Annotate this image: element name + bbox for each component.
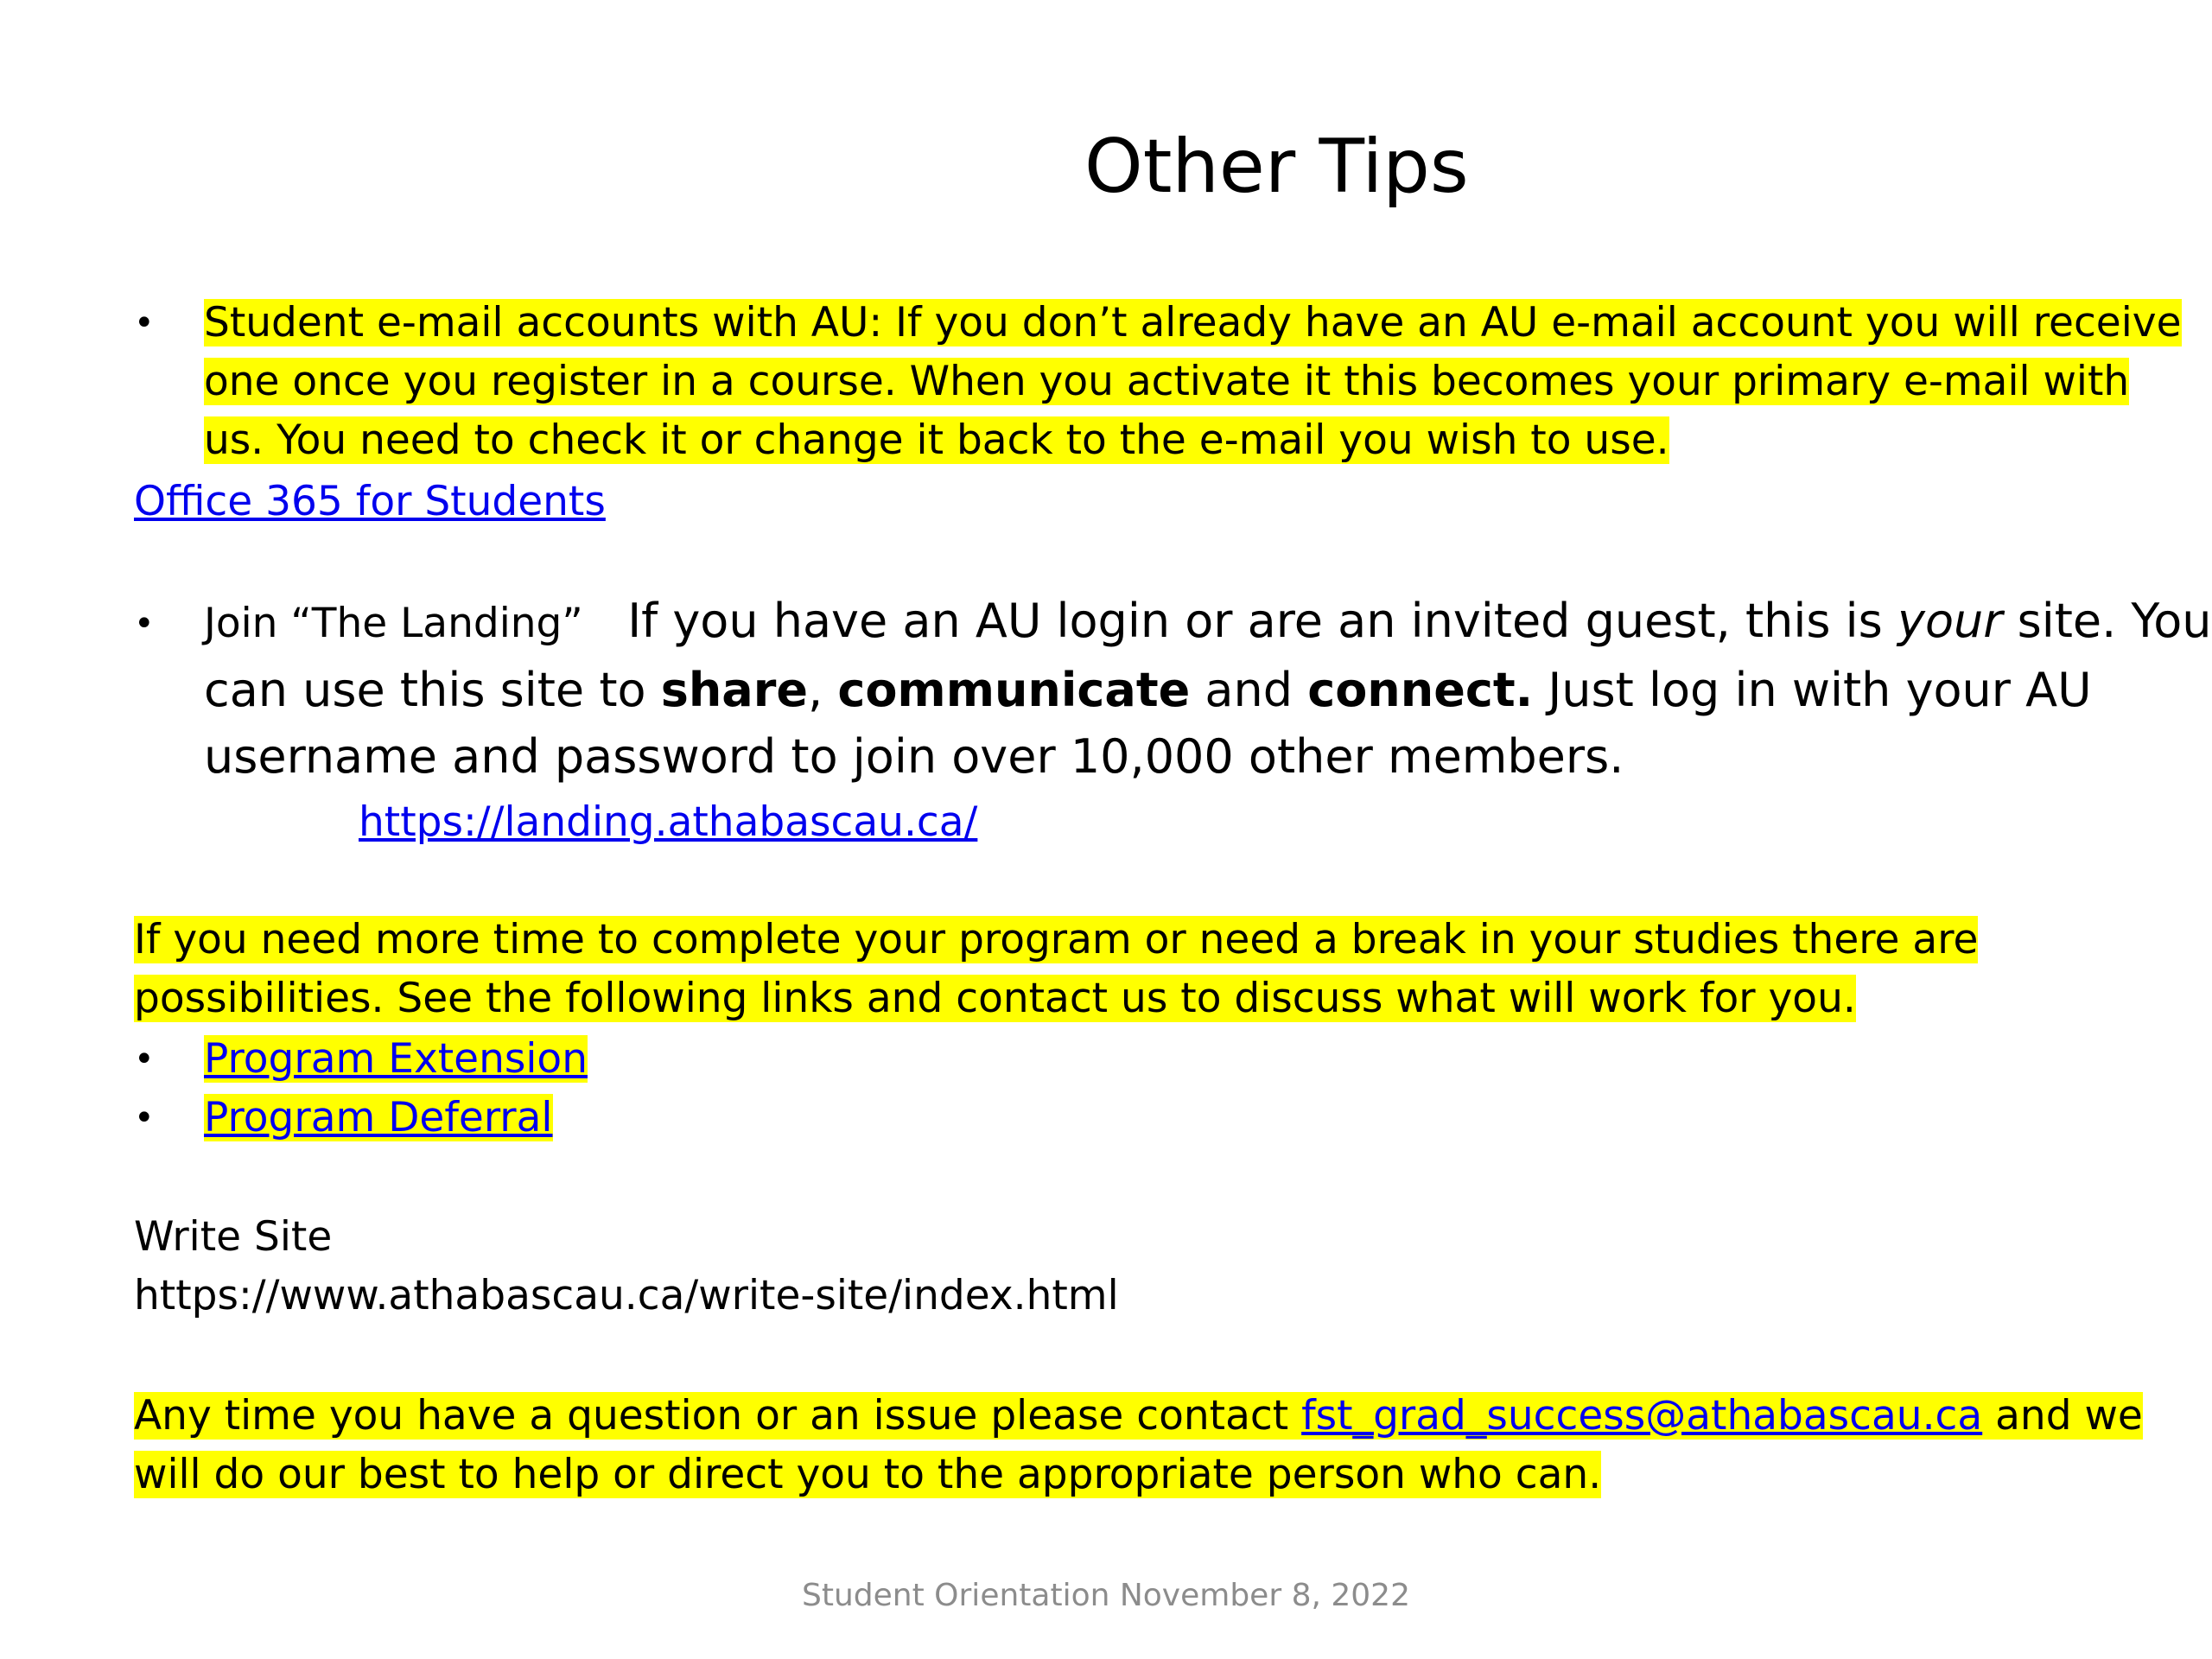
landing-line-1-pre: If you have an AU login or are an invited guest, this is	[627, 594, 1897, 648]
extension-line-2: possibilities. See the following links and contact us to discuss what will work for you.	[134, 975, 1856, 1022]
write-site-label: Write Site	[134, 1213, 333, 1261]
program-deferral-link[interactable]: Program Deferral	[204, 1094, 553, 1141]
landing-line-1-em: your	[1897, 594, 2003, 648]
contact-line-1-pre: Any time you have a question or an issue please contact	[134, 1392, 1302, 1440]
bullet-marker: •	[134, 303, 155, 343]
email-tip	[204, 294, 2182, 470]
contact-line-2: will do our best to help or direct you to the appropriate person who can.	[134, 1451, 1602, 1498]
contact-line-1-post: and we	[1982, 1392, 2143, 1440]
write-site-url: https://www.athabascau.ca/write-site/index.html	[134, 1272, 1119, 1319]
slide-title: Other Tips	[1084, 124, 1469, 210]
email-tip-line-1: Student e-mail accounts with AU: If you don’t already have an AU e-mail account you will receive	[204, 299, 2182, 346]
landing-lead: Join “The Landing”	[204, 600, 583, 647]
bullet-marker: •	[134, 604, 155, 644]
slide-footer: Student Orientation November 8, 2022	[802, 1578, 1410, 1613]
contact-paragraph	[134, 1387, 2143, 1504]
landing-line-1-post: site. You	[2002, 594, 2212, 648]
landing-tip	[204, 588, 2212, 790]
office-365-link[interactable]: Office 365 for Students	[134, 478, 606, 525]
landing-and: and	[1190, 663, 1308, 717]
email-tip-line-3: us. You need to check it or change it back to the e-mail you wish to use.	[204, 416, 1669, 464]
landing-sep: ,	[807, 663, 838, 717]
landing-communicate: communicate	[837, 663, 1191, 717]
landing-line-2-pre: can use this site to	[204, 663, 661, 717]
landing-share: share	[660, 663, 808, 717]
program-extension-link[interactable]: Program Extension	[204, 1035, 588, 1083]
landing-connect: connect.	[1307, 663, 1534, 717]
email-tip-line-2: one once you register in a course. When you activate it this becomes your primary e-mail with	[204, 358, 2130, 405]
bullet-marker: •	[134, 1039, 155, 1079]
landing-line-3: username and password to join over 10,000 other members.	[204, 729, 1624, 784]
extension-paragraph	[134, 911, 1978, 1028]
write-site	[134, 1208, 1119, 1325]
extension-line-1: If you need more time to complete your program or need a break in your studies there are	[134, 916, 1979, 963]
landing-url-link[interactable]: https://landing.athabascau.ca/	[359, 798, 978, 846]
landing-line-2-post: Just log in with your AU	[1533, 663, 2092, 717]
contact-email-link[interactable]: fst_grad_success@athabascau.ca	[1301, 1392, 1983, 1440]
bullet-marker: •	[134, 1098, 155, 1138]
